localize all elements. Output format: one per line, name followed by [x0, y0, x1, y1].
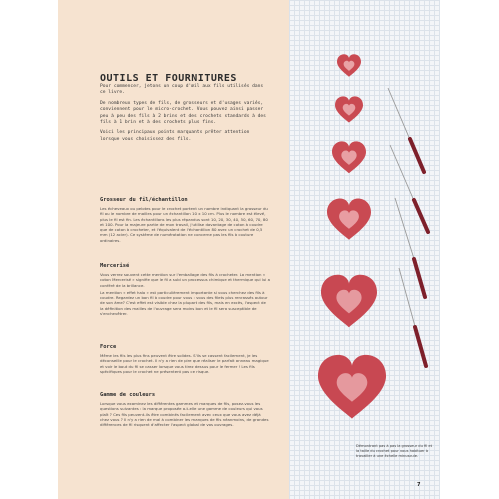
heart-5 [321, 275, 377, 328]
section-paragraph: Vous verrez souvent cette mention sur l'emballage des fils à crocheter. La mention « coton Mercerisé » signifie que le fil a subi un processus chimique et thermique qui lui a conféré de la brillance. [100, 272, 271, 288]
page-number: 7 [417, 482, 421, 488]
heart-2 [335, 96, 363, 122]
section-heading: Mercerisé [100, 263, 130, 269]
intro-paragraph: Pour commencer, jetons un coup d'œil aux fils utilisés dans ce livre. [100, 84, 264, 96]
section-paragraph: Même les fils les plus fins peuvent être solides. S'ils se cassent facilement, je les déconseille pour le crochet. Il n'y a rien de pire que réaliser le parfait anneau magique et voir le bout du fil se casser lorsque vous tirez dessus pour le fermer ! Les fils spécifiques pour le crochet ne présentent pas ce risque. [100, 353, 269, 374]
section-paragraph: Lorsque vous examinez les différentes gammes et marques de fils, posez-vous les questions suivantes : la marque proposée a-t-elle une gamme de couleurs qui vous plaît ? Ces fils peuvent-ils être combinés facilement avec ceux que vous avez déjà chez vous ? Il n'y a rien de mal à combiner les marques de fils néanmoins, de grandes différences de fil risquent d'affecter l'aspect global de vos ouvrages. [100, 401, 269, 428]
crochet-hooks [388, 88, 428, 366]
hook-shaft [388, 88, 411, 142]
hook-shaft [395, 198, 415, 262]
section-mercerise [100, 263, 270, 318]
photo-caption: Démontrant pas à pas la grosseur du fil et la taille du crochet pour vous habituer à travailler à une échelle minuscule. [356, 444, 433, 458]
section-paragraph: La mention « effet halo » est particulièrement importante si vous cherchez des fils à coudre. Regardez un bon fil à coudre pour vous : vous des filets plus renrassés autour de son âme? C'est effet est visible chez la plupart des fils, mais en excès, l'aspect de la définition des mailles de l'ouvrage sera moins bon et le fil sera susceptible de s'enchevêtrer. [100, 289, 268, 317]
crochet-hearts [318, 54, 386, 418]
section-heading: Force [100, 344, 117, 350]
intro-paragraph: De nombreux types de fils, de grosseurs et d'usages variés, conviennent pour le micro-crochet. Vous pouvez ainsi passer peu à peu des fils à 2 brins et des crochets standards à des fils à 1 brin et à des crochets plus fins. [100, 100, 266, 126]
section-heading: Grosseur du fil/échantillon [100, 197, 188, 203]
intro-paragraph: Voici les principaux points marquants prêter attention lorsque vous choisissez des fils. [100, 130, 250, 142]
page-title: OUTILS ET FOURNITURES [100, 72, 237, 84]
heart-1 [337, 54, 361, 77]
heart-4 [327, 199, 371, 240]
heart-3 [332, 141, 366, 173]
section-paragraph: Les écheveaux ou pelotes pour le crochet portent un nombre indiquant la grosseur du fil ou le nombre de mailles pour un échantillon 10 x 10 cm. Plus le nombre est élevé, plus le fil est fin. Les échantillons les plus répandus sont 10, 20, 30, 40, 50, 60, 70, 80 et 100. Pour la majeure partie de mon travail, j'utilise davantage de coton à coudre que de coton à crocheter, et l'équivalent de l'échantillon 80 avec un crochet de 0,5 mm (12 acier). Ce système de numérotation ne concerne pas les fils à couture ordinaires. [100, 206, 268, 243]
hook-handle [414, 200, 428, 232]
section-grosseur [100, 197, 270, 245]
hook-handle [414, 259, 425, 297]
crochet-hearts-photo [289, 0, 440, 499]
hook-shaft [390, 145, 415, 203]
section-force [100, 344, 270, 376]
hook-shaft [399, 268, 416, 330]
section-couleurs [100, 392, 270, 429]
intro-text [100, 84, 268, 147]
heart-6 [318, 355, 386, 419]
hook-handle [410, 139, 424, 172]
hook-handle [415, 327, 426, 366]
section-heading: Gamme de couleurs [100, 392, 156, 398]
